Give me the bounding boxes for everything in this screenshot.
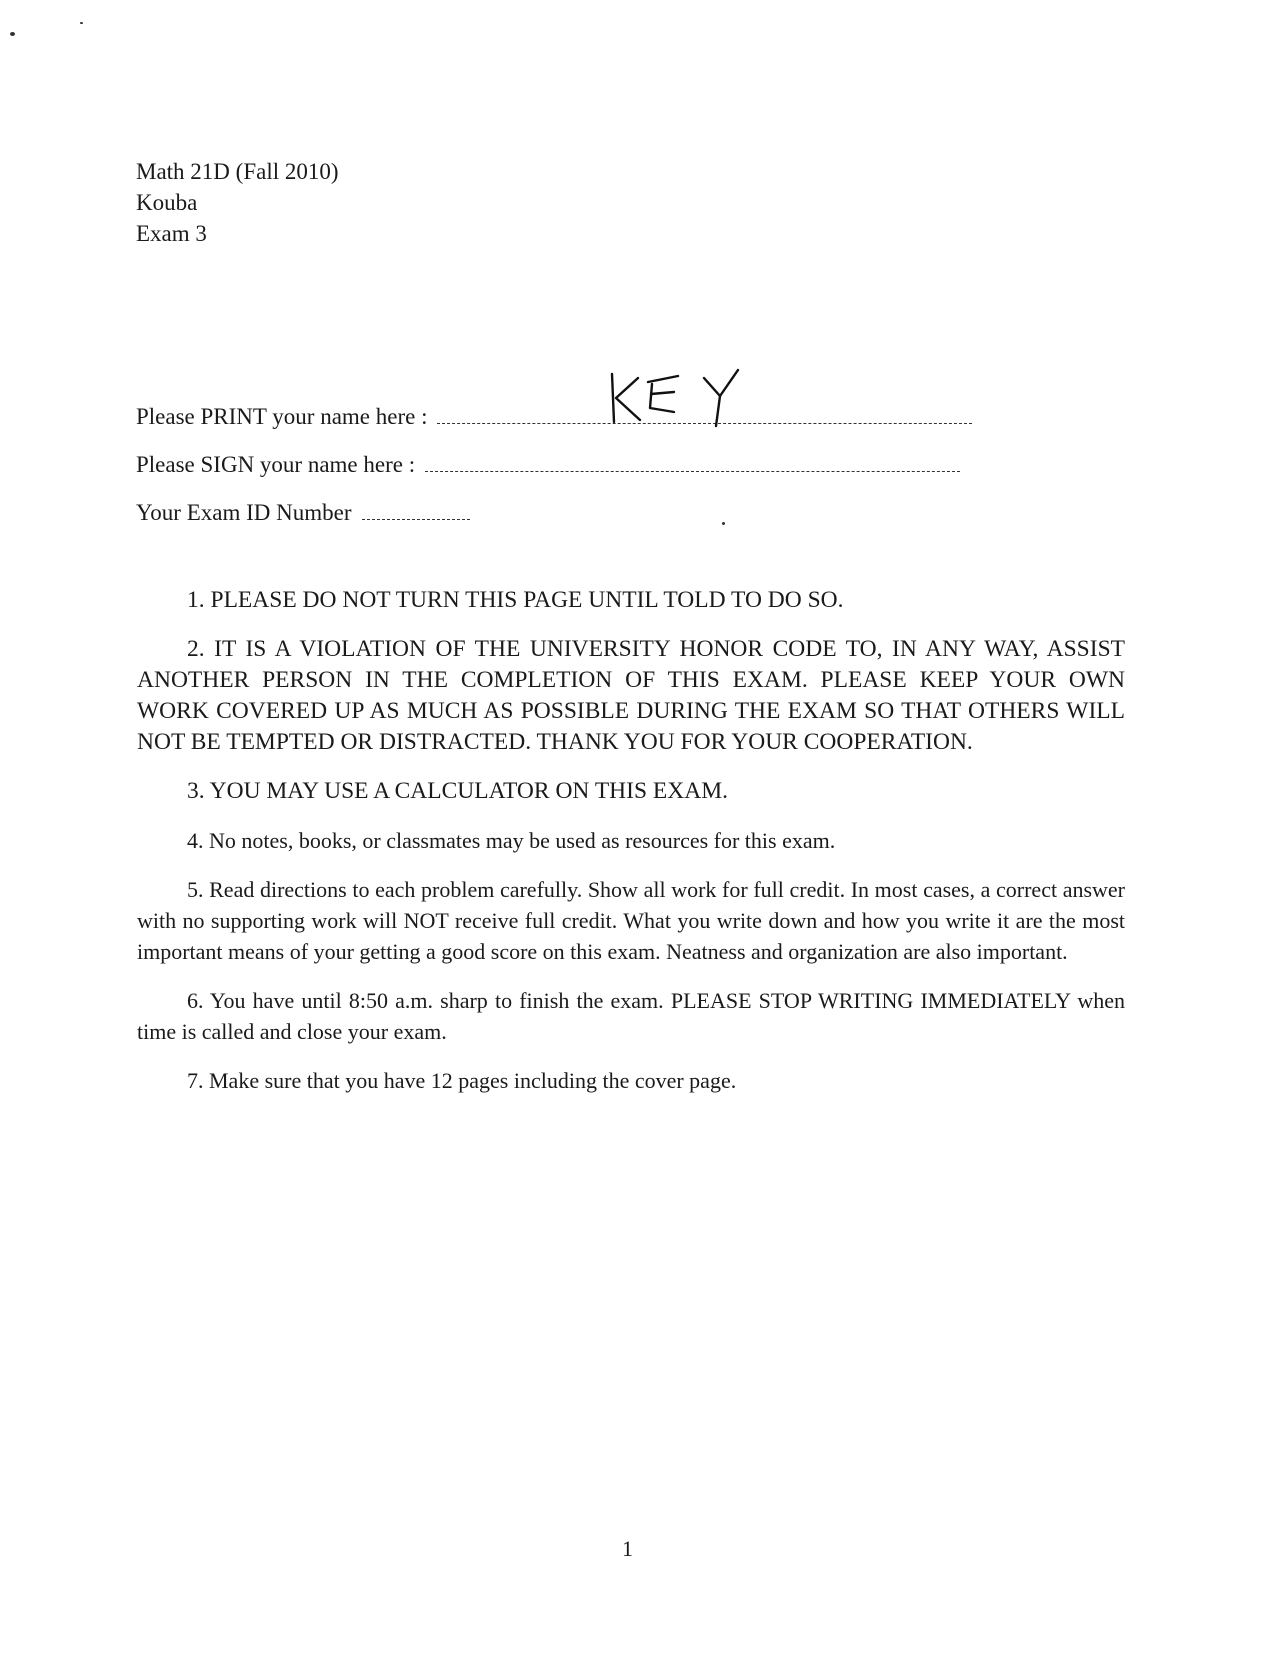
handwritten-name bbox=[608, 368, 744, 428]
scan-speck bbox=[722, 522, 725, 525]
sign-name-field bbox=[136, 452, 960, 478]
instructor-name: Kouba bbox=[136, 190, 198, 215]
instruction-item: 4. No notes, books, or classmates may be used as resources for this exam. bbox=[187, 828, 836, 853]
print-name-label: Please PRINT your name here : bbox=[136, 404, 428, 429]
course-title: Math 21D (Fall 2010) bbox=[136, 159, 339, 184]
instruction-item: 6. You have until 8:50 a.m. sharp to finish the exam. PLEASE STOP WRITING IMMEDIATELY when time is called and close your exam. bbox=[137, 988, 1125, 1044]
instruction-item: 7. Make sure that you have 12 pages including the cover page. bbox=[187, 1068, 737, 1093]
page-number: 1 bbox=[622, 1536, 633, 1561]
instruction-item: 5. Read directions to each problem carefully. Show all work for full credit. In most cases, a correct answer with no supporting work will NOT receive full credit. What you write down and how you write it are the most important means of your getting a good score on this exam. Neatness and organization are also important. bbox=[137, 877, 1125, 964]
sign-name-label: Please SIGN your name here : bbox=[136, 452, 416, 477]
instruction-item: 2. IT IS A VIOLATION OF THE UNIVERSITY HONOR CODE TO, IN ANY WAY, ASSIST ANOTHER PERSON IN THE COMPLETION OF THIS EXAM. PLEASE KEEP YOUR OWN WORK COVERED UP AS MUCH AS POSSIBLE DURING THE EXAM SO THAT OTHERS WILL NOT BE TEMPTED OR DISTRACTED. THANK YOU FOR YOUR COOPERATION. bbox=[137, 636, 1125, 755]
exam-header bbox=[136, 156, 339, 249]
scan-speck bbox=[10, 32, 15, 36]
exam-title: Exam 3 bbox=[136, 221, 207, 246]
exam-id-line[interactable] bbox=[362, 518, 470, 520]
exam-id-field bbox=[136, 500, 470, 526]
scan-speck bbox=[80, 22, 83, 24]
exam-instructions bbox=[137, 585, 1125, 1114]
print-name-field bbox=[136, 404, 972, 430]
instruction-item: 3. YOU MAY USE A CALCULATOR ON THIS EXAM. bbox=[187, 778, 728, 804]
instruction-item: 1. PLEASE DO NOT TURN THIS PAGE UNTIL TOLD TO DO SO. bbox=[187, 587, 844, 613]
exam-id-label: Your Exam ID Number bbox=[136, 500, 352, 525]
sign-name-line[interactable] bbox=[425, 470, 960, 472]
